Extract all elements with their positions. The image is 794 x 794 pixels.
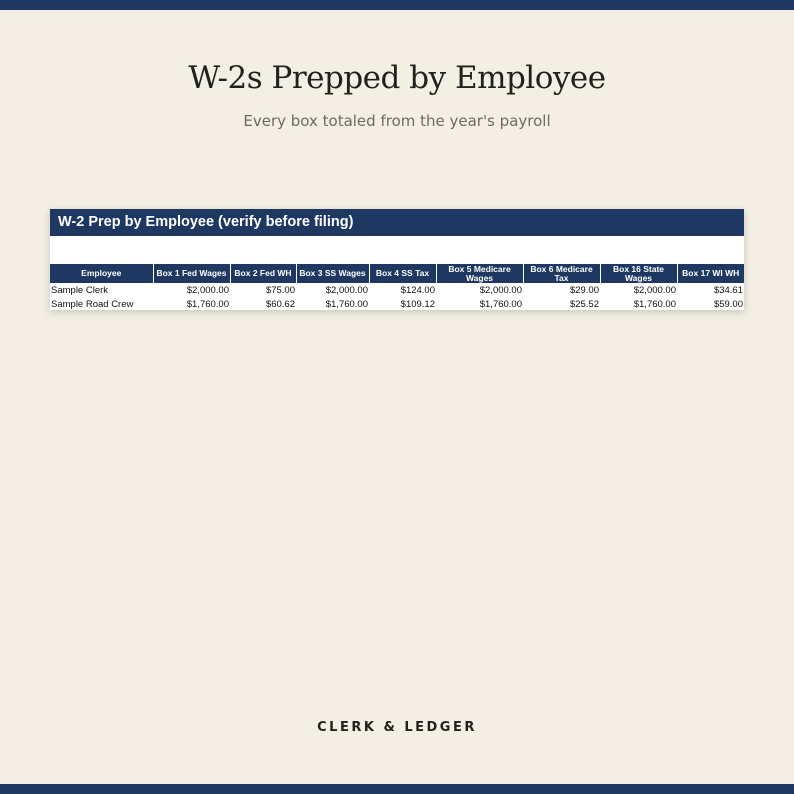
page-subtitle: Every box totaled from the year's payroll <box>243 112 551 130</box>
col-header-employee[interactable]: Employee <box>50 264 153 283</box>
cell-box6[interactable]: $29.00 <box>569 284 599 296</box>
cell-box16[interactable]: $1,760.00 <box>633 298 676 310</box>
cell-employee[interactable]: Sample Road Crew <box>51 298 134 310</box>
cell-box17[interactable]: $59.00 <box>713 298 743 310</box>
cell-box4[interactable]: $109.12 <box>400 298 435 310</box>
cell-box1[interactable]: $2,000.00 <box>186 284 229 296</box>
col-header-box17[interactable]: Box 17 WI WH <box>677 264 744 283</box>
col-header-box16[interactable]: Box 16 State Wages <box>600 264 677 283</box>
cell-employee[interactable]: Sample Clerk <box>51 284 109 296</box>
table-row <box>50 283 744 297</box>
page-title: W-2s Prepped by Employee <box>188 60 606 96</box>
cell-box3[interactable]: $1,760.00 <box>325 298 368 310</box>
cell-box17[interactable]: $34.61 <box>713 284 743 296</box>
bottom-accent-band <box>0 784 794 794</box>
cell-box2[interactable]: $60.62 <box>265 298 295 310</box>
cell-box2[interactable]: $75.00 <box>265 284 295 296</box>
cell-box3[interactable]: $2,000.00 <box>325 284 368 296</box>
cell-box1[interactable]: $1,760.00 <box>186 298 229 310</box>
cell-box6[interactable]: $25.52 <box>569 298 599 310</box>
cell-box4[interactable]: $124.00 <box>400 284 435 296</box>
col-header-box5[interactable]: Box 5 Medicare Wages <box>436 264 523 283</box>
table-row <box>50 297 744 311</box>
sheet-title: W-2 Prep by Employee (verify before filing) <box>50 209 744 236</box>
w2-table <box>50 264 744 311</box>
brand-footer: CLERK & LEDGER <box>317 720 477 735</box>
col-header-box3[interactable]: Box 3 SS Wages <box>296 264 369 283</box>
col-header-box4[interactable]: Box 4 SS Tax <box>369 264 436 283</box>
cell-box5[interactable]: $2,000.00 <box>479 284 522 296</box>
spreadsheet-card <box>50 209 744 310</box>
top-accent-band <box>0 0 794 10</box>
col-header-box6[interactable]: Box 6 Medicare Tax <box>523 264 600 283</box>
col-header-box2[interactable]: Box 2 Fed WH <box>230 264 296 283</box>
blank-row <box>50 236 744 264</box>
header-row <box>50 264 744 283</box>
cell-box16[interactable]: $2,000.00 <box>633 284 676 296</box>
cell-box5[interactable]: $1,760.00 <box>479 298 522 310</box>
col-header-box1[interactable]: Box 1 Fed Wages <box>153 264 230 283</box>
